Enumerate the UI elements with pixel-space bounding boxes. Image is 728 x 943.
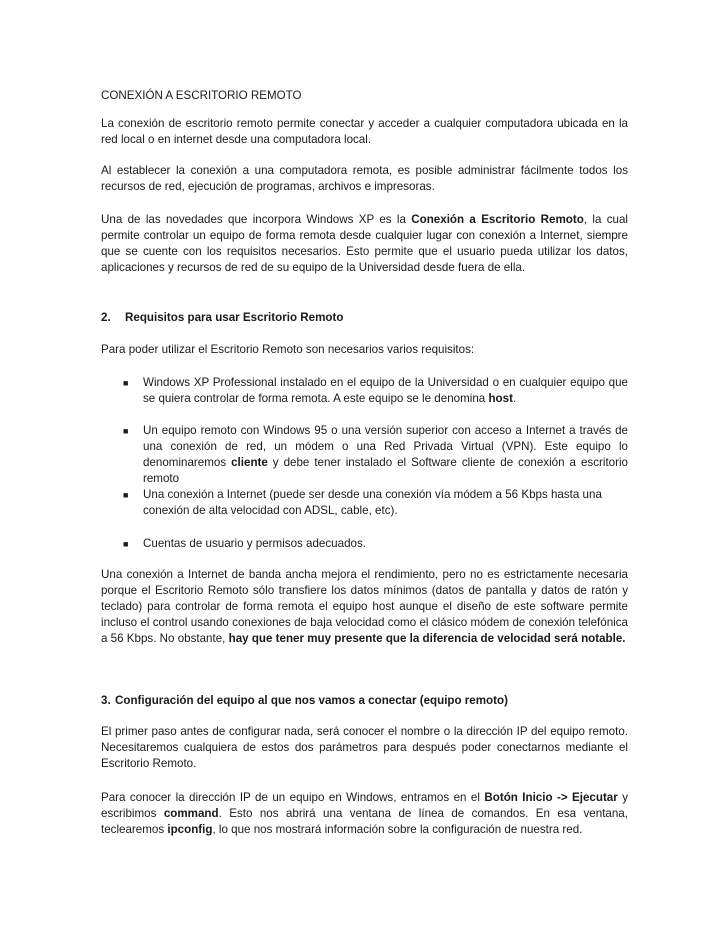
text-run: Para conocer la dirección IP de un equipo en Windows, entramos en el (101, 791, 485, 804)
text-run: , la cual permite controlar un equipo de forma remota desde cualquier lugar con conexión a Internet, siempre que se cuente con los requisitos necesarios. Esto permite que el usuario pueda utilizar los datos, aplicaciones y recursos de red de su equipo de la Universidad desde fuera de ella. (101, 213, 628, 274)
section-3-heading (101, 693, 628, 709)
section-heading-text: Requisitos para usar Escritorio Remoto (125, 311, 344, 324)
text-run: Windows XP Professional instalado en el equipo de la Universidad o en cualquier equipo que se quiera controlar de forma remota. A este equipo se le denomina (143, 376, 628, 405)
text-run: y escribimos (101, 791, 628, 820)
section-2-lead: Para poder utilizar el Escritorio Remoto son necesarios varios requisitos: (101, 343, 475, 356)
bullet-icon: ■ (123, 490, 129, 500)
text-run: . (512, 392, 517, 405)
bold-text-run: cliente (231, 456, 268, 469)
list-item (143, 375, 628, 407)
section-2-heading (101, 310, 628, 326)
bold-text-run: Conexión a Escritorio Remoto (411, 213, 584, 226)
bold-text-run: host (488, 392, 513, 405)
list-item: Una conexión a Internet (puede ser desde una conexión vía módem a 56 Kbps hasta una conexión de alta velocidad con ADSL, cable, etc). (143, 488, 602, 517)
bold-text-run: Botón Inicio -> Ejecutar (484, 791, 618, 804)
section-2-paragraph (101, 567, 628, 647)
text-run: Un equipo remoto con Windows 95 o una versión superior con acceso a Internet a través de una conexión de red, un módem o una Red Privada Virtual (VPN). Este equipo lo denominaremos (143, 424, 628, 469)
text-run: , lo que nos mostrará información sobre la configuración de nuestra red. (212, 823, 583, 836)
bullet-icon: ■ (123, 539, 129, 549)
section-number: 2. (101, 311, 111, 324)
bold-text-run: hay que tener muy presente que la diferencia de velocidad será notable. (228, 632, 626, 645)
text-run: Una conexión a Internet de banda ancha mejora el rendimiento, pero no es estrictamente necesaria porque el Escritorio Remoto sólo transfiere los datos mínimos (datos de pantalla y datos de ratón y teclado) para controlar de forma remota el equipo host aunque el diseño de este software permite incluso el control usando conexiones de baja velocidad como el clásico módem de conexión telefónica a 56 Kbps. No obstante, (101, 568, 628, 645)
list-item (143, 423, 628, 487)
section-3-paragraph-2 (101, 790, 628, 838)
text-run: Una de las novedades que incorpora Windows XP es la (101, 213, 412, 226)
bullet-icon: ■ (123, 426, 129, 436)
text-run: . Esto nos abrirá una ventana de línea de comandos. En esa ventana, teclearemos (101, 807, 628, 836)
text-run: y debe tener instalado el Software cliente de conexión a escritorio remoto (143, 456, 628, 485)
document-title: CONEXIÓN A ESCRITORIO REMOTO (101, 89, 302, 102)
bold-text-run: command (163, 807, 219, 820)
bullet-icon: ■ (123, 378, 129, 388)
section-number: 3. (101, 694, 111, 707)
list-item: Cuentas de usuario y permisos adecuados. (143, 537, 366, 550)
section-3-paragraph-1: El primer paso antes de configurar nada, será conocer el nombre o la dirección IP del equipo remoto. Necesitaremos cualquiera de estos dos parámetros para después poder conectarnos mediante el Escritorio Remoto. (101, 725, 628, 770)
intro-paragraph-2: Al establecer la conexión a una computadora remota, es posible administrar fácilmente todos los recursos de red, ejecución de programas, archivos e impresoras. (101, 164, 628, 193)
bold-text-run: ipconfig (167, 823, 213, 836)
section-heading-text: Configuración del equipo al que nos vamos a conectar (equipo remoto) (115, 694, 508, 707)
intro-paragraph-1: La conexión de escritorio remoto permite conectar y acceder a cualquier computadora ubicada en la red local o en internet desde una computadora local. (101, 117, 628, 146)
intro-paragraph-3 (101, 212, 628, 276)
